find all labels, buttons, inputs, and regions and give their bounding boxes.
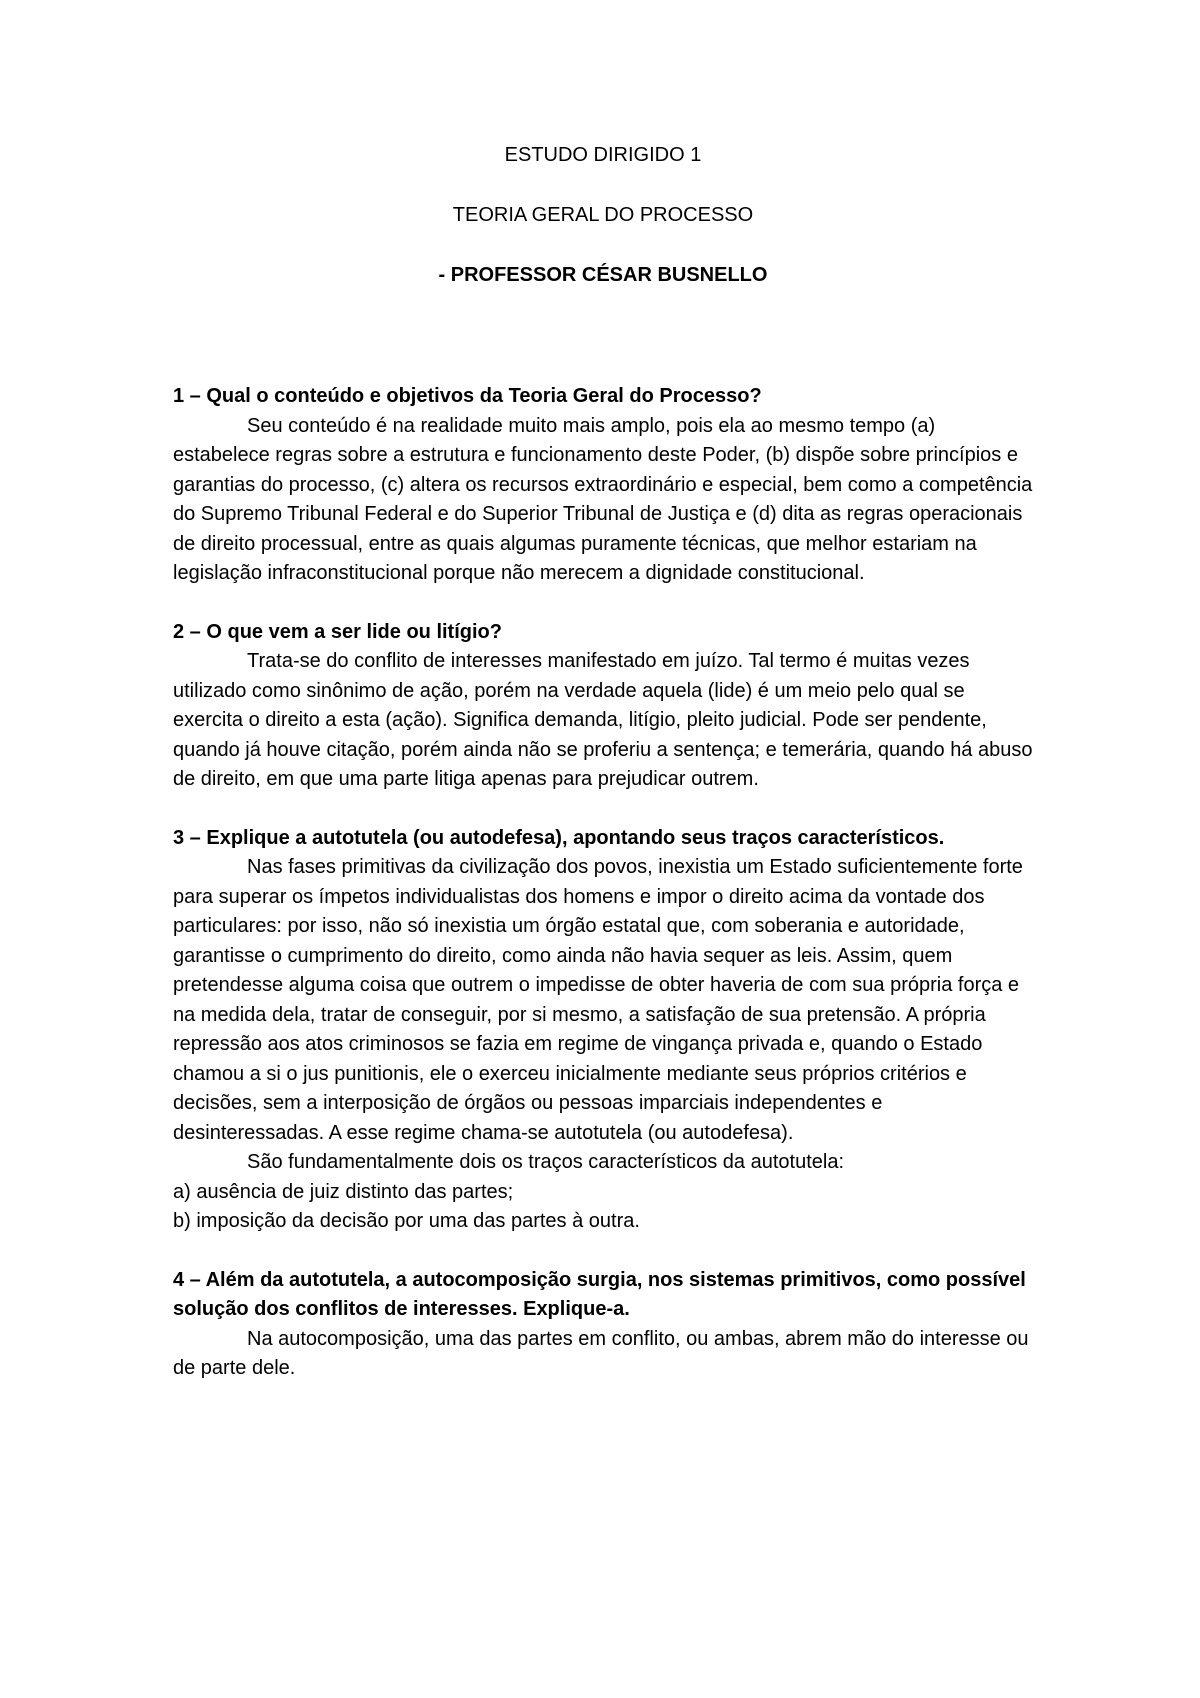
document-title: ESTUDO DIRIGIDO 1 bbox=[504, 144, 702, 166]
question-4: 4 – Além da autotutela, a autocomposição surgia, nos sistemas primitivos, como possível solução dos conflitos de interesses. Explique-a. bbox=[173, 1268, 1026, 1320]
section-3 bbox=[173, 824, 1033, 1237]
question-3: 3 – Explique a autotutela (ou autodefesa), apontando seus traços característicos. bbox=[173, 826, 945, 849]
answer-3-paragraph-2: São fundamentalmente dois os traços característicos da autotutela: bbox=[247, 1151, 845, 1173]
answer-1-paragraph-1: Seu conteúdo é na realidade muito mais amplo, pois ela ao mesmo tempo (a) estabelece regras sobre a estrutura e funcionamento deste Poder, (b) dispõe sobre princípios e garantias do processo, (c) altera os recursos extraordinário e especial, bem como a competência do Supremo Tribunal Federal e do Superior Tribunal de Justiça e (d) dita as regras operacionais de direito processual, entre as quais algumas puramente técnicas, que melhor estariam na legislação infraconstitucional porque não merecem a dignidade constitucional. bbox=[173, 414, 1033, 584]
document-subject: TEORIA GERAL DO PROCESSO bbox=[452, 204, 754, 226]
section-1 bbox=[173, 382, 1033, 589]
question-1: 1 – Qual o conteúdo e objetivos da Teoria Geral do Processo? bbox=[173, 385, 762, 407]
document-page bbox=[173, 140, 1033, 1413]
answer-3-paragraph-1: Nas fases primitivas da civilização dos povos, inexistia um Estado suficientemente forte para superar os ímpetos individualistas dos homens e impor o direito acima da vontade dos particulares: por isso, não só inexistia um órgão estatal que, com soberania e autoridade, garantisse o cumprimento do direito, como ainda não havia sequer as leis. Assim, quem pretendesse alguma coisa que outrem o impedisse de obter haveria de com sua própria força e na medida dela, tratar de conseguir, por si mesmo, a satisfação de sua pretensão. A própria repressão aos atos criminosos se fazia em regime de vingança privada e, quando o Estado chamou a si o jus punitionis, ele o exerceu inicialmente mediante seus próprios critérios e decisões, sem a interposição de órgãos ou pessoas imparciais independentes e desinteressadas. A esse regime chama-se autotutela (ou autodefesa). bbox=[173, 856, 1023, 1144]
answer-3-item-b: b) imposição da decisão por uma das partes à outra. bbox=[173, 1210, 640, 1232]
document-header bbox=[173, 140, 1033, 290]
question-2: 2 – O que vem a ser lide ou litígio? bbox=[173, 620, 502, 643]
section-2 bbox=[173, 618, 1033, 795]
answer-3-item-a: a) ausência de juiz distinto das partes; bbox=[173, 1180, 514, 1203]
section-4 bbox=[173, 1266, 1033, 1384]
answer-2-paragraph-1: Trata-se do conflito de interesses manifestado em juízo. Tal termo é muitas vezes utilizado como sinônimo de ação, porém na verdade aquela (lide) é um meio pelo qual se exercita o direito a esta (ação). Significa demanda, litígio, pleito judicial. Pode ser pendente, quando já houve citação, porém ainda não se proferiu a sentença; e temerária, quando há abuso de direito, em que uma parte litiga apenas para prejudicar outrem. bbox=[173, 650, 1033, 790]
document-professor: - PROFESSOR CÉSAR BUSNELLO bbox=[438, 264, 768, 286]
header-spacer bbox=[173, 320, 1033, 382]
answer-4-paragraph-1: Na autocomposição, uma das partes em conflito, ou ambas, abrem mão do interesse ou de parte dele. bbox=[173, 1327, 1029, 1379]
